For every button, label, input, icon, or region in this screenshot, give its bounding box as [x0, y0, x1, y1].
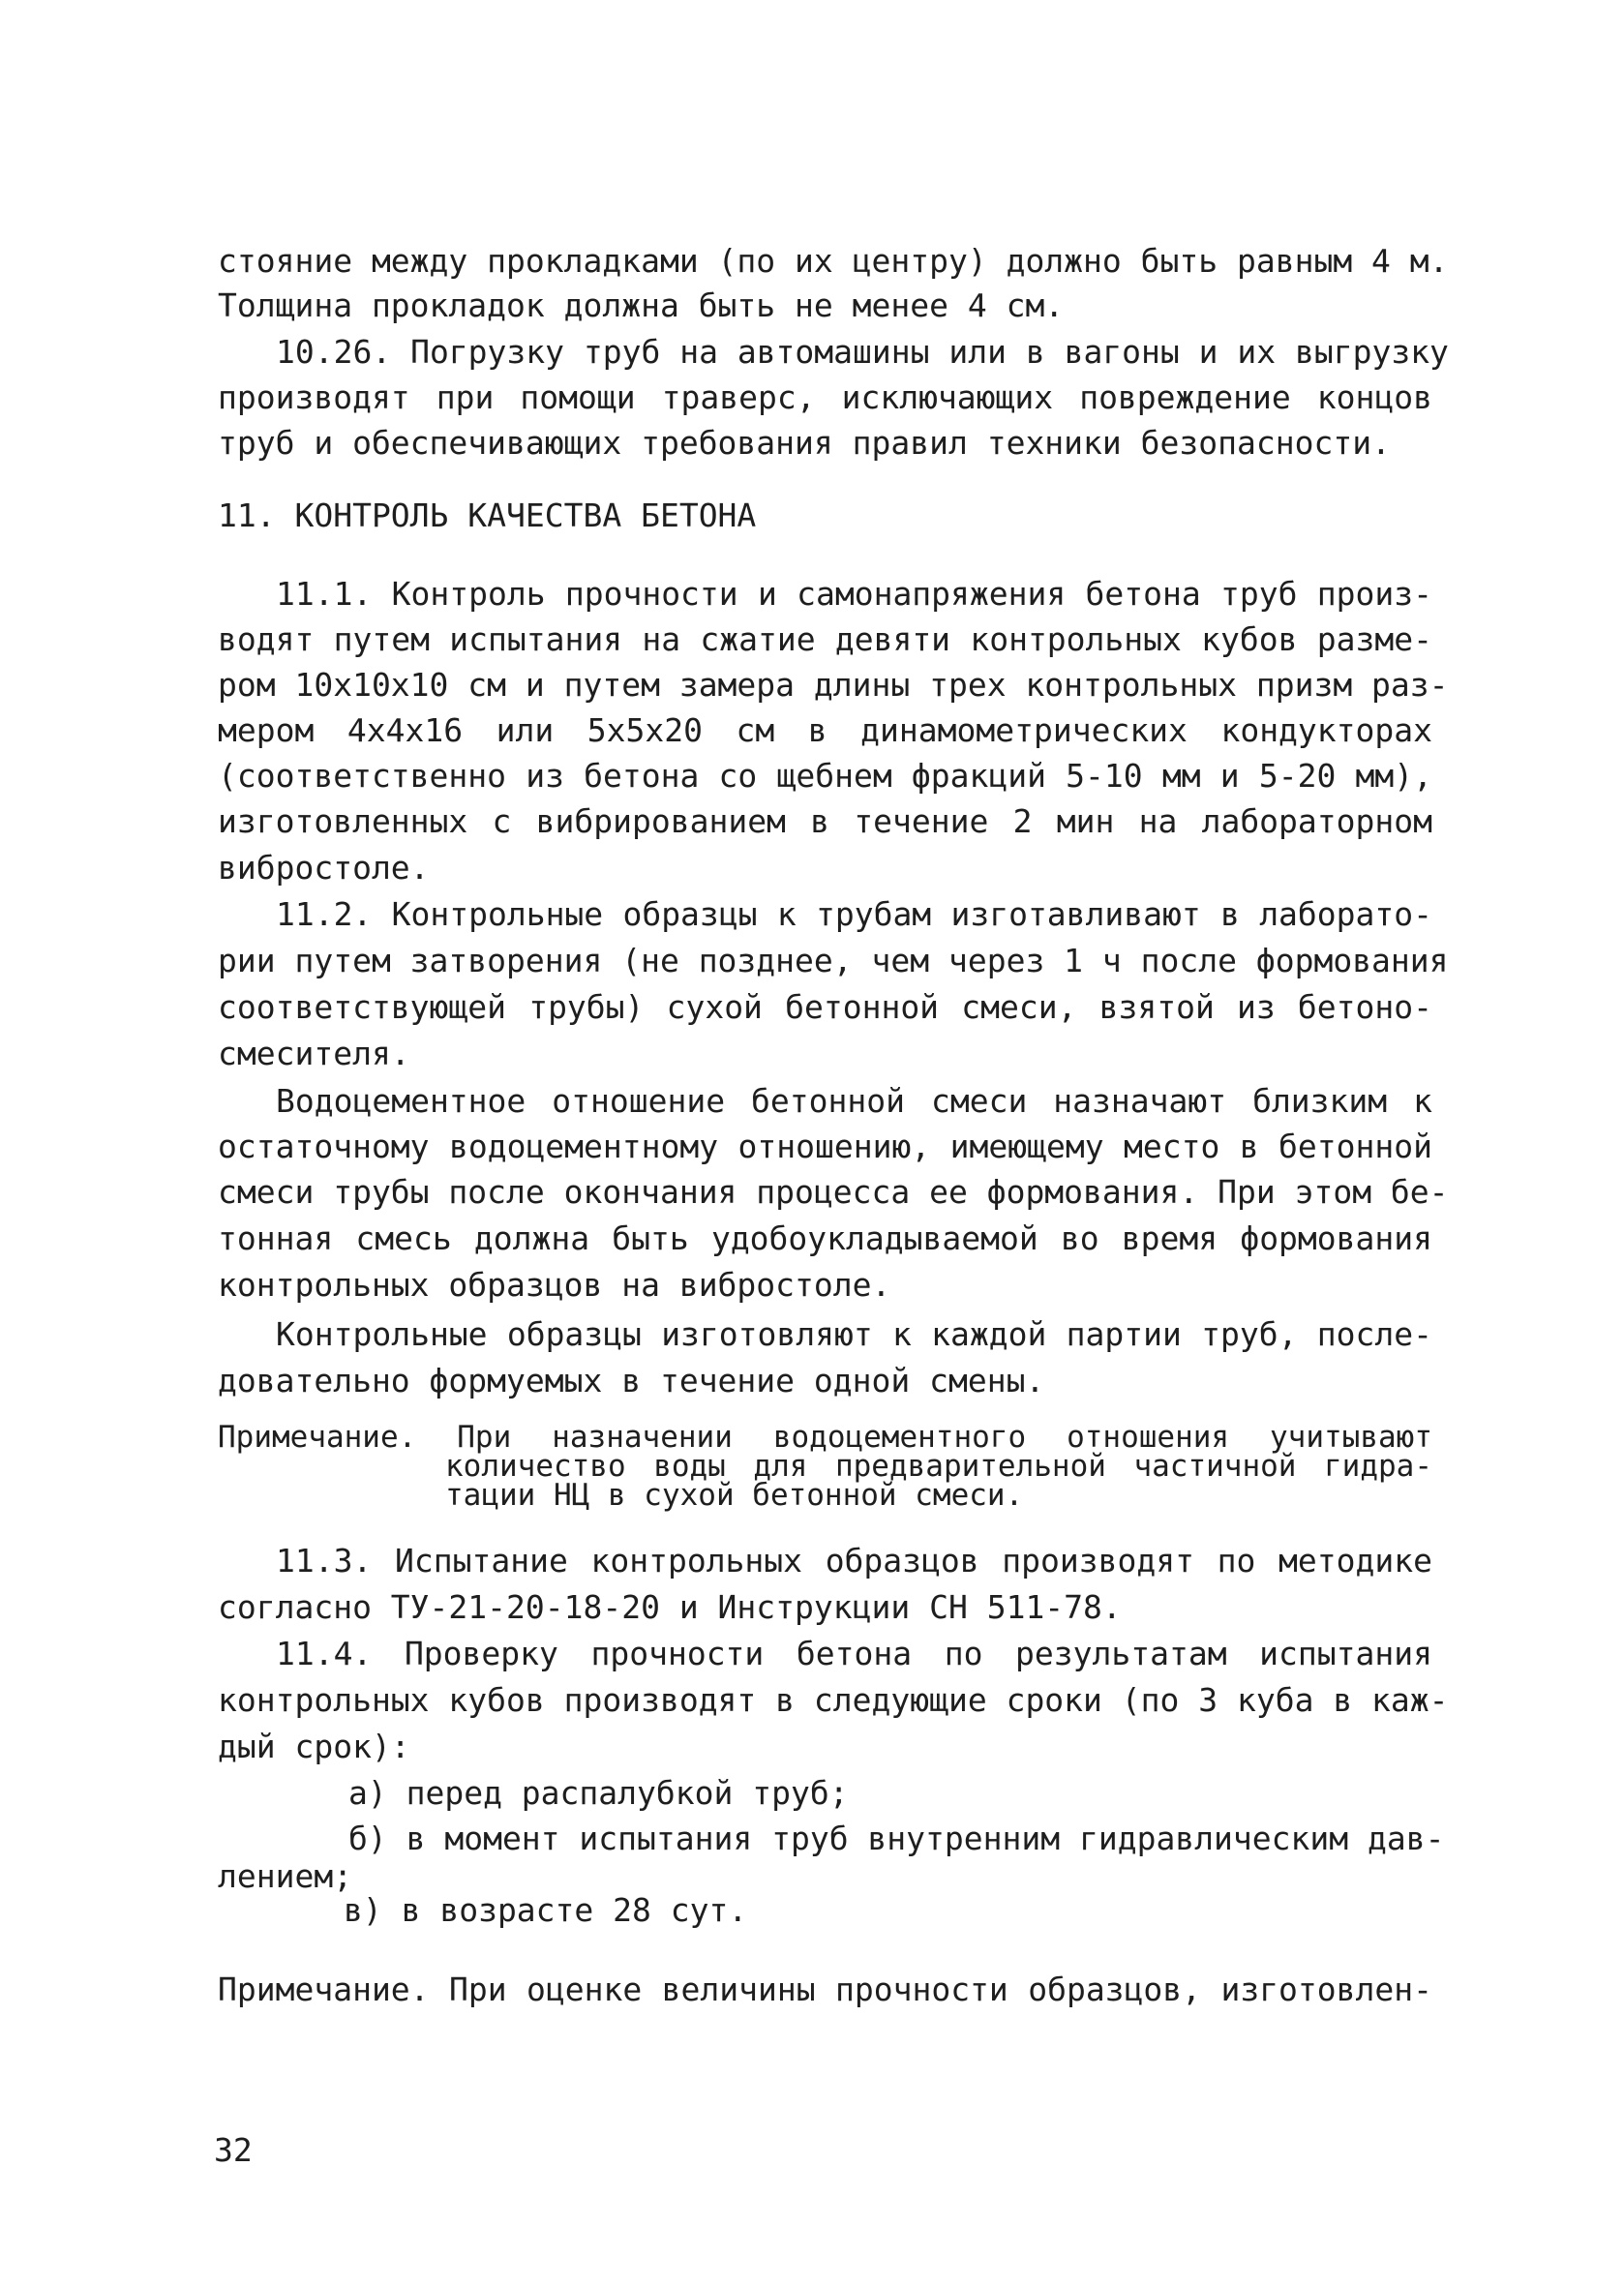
- text-line: Водоцементное отношение бетонной смеси назначают близким к: [276, 1082, 1432, 1120]
- text-line: смеси трубы после окончания процесса ее формования. При этом бе-: [218, 1173, 1449, 1211]
- text-line: Контрольные образцы изготовляют к каждой партии труб, после-: [276, 1315, 1432, 1353]
- text-line: труб и обеспечивающих требования правил техники безопасности.: [218, 424, 1391, 462]
- text-line: 11.1. Контроль прочности и самонапряжения бетона труб произ-: [276, 575, 1432, 613]
- text-line: согласно ТУ-21-20-18-20 и Инструкции СН 511-78.: [218, 1588, 1122, 1626]
- text-line: водят путем испытания на сжатие девяти контрольных кубов разме-: [218, 620, 1432, 658]
- text-line: остаточному водоцементному отношению, имеющему место в бетонной: [218, 1128, 1432, 1165]
- text-line: смесителя.: [218, 1035, 410, 1072]
- text-line: дый срок):: [218, 1728, 410, 1765]
- list-item-continuation: лением;: [218, 1857, 353, 1895]
- text-line: контрольных кубов производят в следующие сроки (по 3 куба в каж-: [218, 1681, 1449, 1719]
- text-line: стояние между прокладками (по их центру) должно быть равным 4 м.: [218, 242, 1449, 280]
- list-item: а) перед распалубкой труб;: [348, 1774, 849, 1812]
- note-line: количество воды для предварительной частичной гидра-: [445, 1449, 1432, 1484]
- text-line: довательно формуемых в течение одной смены.: [218, 1362, 1045, 1399]
- text-line: ром 10х10х10 см и путем замера длины трех контрольных призм раз-: [218, 666, 1449, 704]
- note-line: тации НЦ в сухой бетонной смеси.: [445, 1478, 1024, 1513]
- text-line: тонная смесь должна быть удобоукладываемой во время формования: [218, 1219, 1432, 1257]
- text-line: рии путем затворения (не позднее, чем через 1 ч после формования: [218, 942, 1449, 979]
- section-heading: 11. КОНТРОЛЬ КАЧЕСТВА БЕТОНА: [218, 497, 757, 534]
- text-line: 11.2. Контрольные образцы к трубам изготавливают в лаборато-: [276, 895, 1432, 933]
- text-line: мером 4х4х16 или 5х5х20 см в динамометрических кондукторах: [218, 711, 1432, 749]
- text-line: контрольных образцов на вибростоле.: [218, 1266, 891, 1304]
- text-line: производят при помощи траверс, исключающих повреждение концов: [218, 378, 1432, 416]
- text-line: 11.4. Проверку прочности бетона по результатам испытания: [276, 1635, 1432, 1672]
- text-line: изготовленных с вибрированием в течение 2 мин на лабораторном: [218, 802, 1432, 840]
- page-number: 32: [214, 2131, 253, 2169]
- text-line: вибростоле.: [218, 849, 430, 887]
- text-line: 10.26. Погрузку труб на автомашины или в вагоны и их выгрузку: [276, 333, 1449, 371]
- text-line: Толщина прокладок должна быть не менее 4 см.: [218, 286, 1065, 324]
- text-line: 11.3. Испытание контрольных образцов производят по методике: [276, 1542, 1432, 1580]
- note-heading-line: Примечание. При назначении водоцементного отношения учитывают: [218, 1420, 1432, 1455]
- text-line: (соответственно из бетона со щебнем фракций 5-10 мм и 5-20 мм),: [218, 757, 1432, 795]
- list-item: б) в момент испытания труб внутренним гидравлическим дав-: [348, 1820, 1445, 1857]
- text-line: соответствующей трубы) сухой бетонной смеси, взятой из бетоно-: [218, 988, 1432, 1026]
- note-heading-line: Примечание. При оценке величины прочности образцов, изготовлен-: [218, 1971, 1432, 2008]
- list-item: в) в возрасте 28 сут.: [344, 1891, 748, 1929]
